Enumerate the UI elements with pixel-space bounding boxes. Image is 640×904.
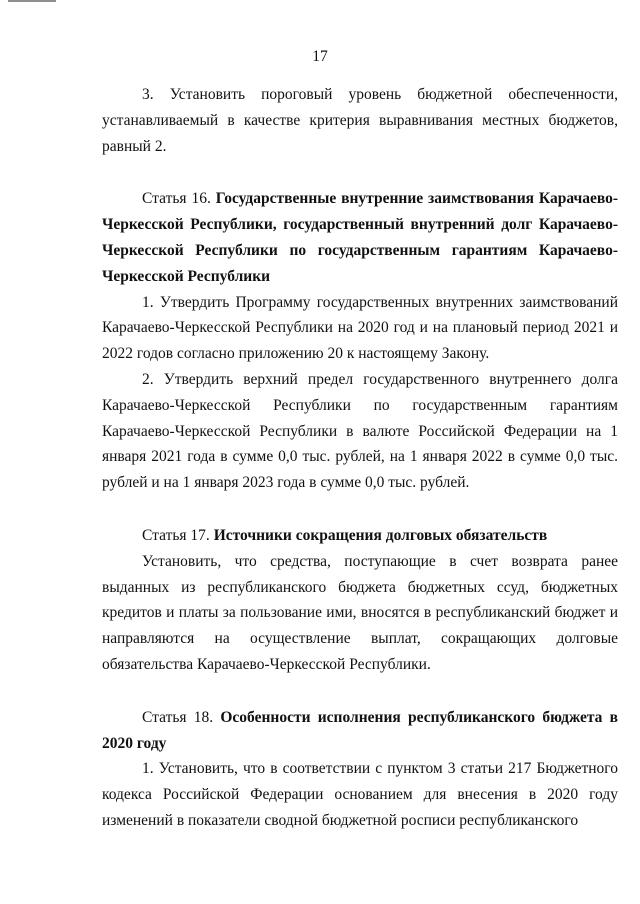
article-17-title: Источники сокращения долговых обязательств [213, 526, 548, 544]
article-16-paragraph-1: 1. Утвердить Программу государственных внутренних заимствований Карачаево-Черкесской Республики на 2020 год и на плановый период 2021 и 2022 годов согласно приложению 20 к настоящему Закону. [102, 293, 618, 363]
article-16-heading [102, 186, 618, 289]
article-18-label: Статья 18. [142, 708, 214, 726]
document-body [102, 82, 618, 834]
article-16-title: Государственные внутренние заимствования Карачаево-Черкесской Республики, государственный внутренний долг Карачаево-Черкесской Республики по государственным гарантиям Карачаево-Черкесской Республики [102, 190, 618, 285]
article-16-paragraph-2: 2. Утвердить верхний предел государственного внутреннего долга Карачаево-Черкесской Республики по государственным гарантиям Карачаево-Черкесской Республики в валюте Российской Федерации на 1 января 2021 года в сумме 0,0 тыс. рублей, на 1 января 2022 в сумме 0,0 тыс. рублей и на 1 января 2023 года в сумме 0,0 тыс. рублей. [102, 370, 618, 492]
paragraph-3: 3. Установить пороговый уровень бюджетной обеспеченности, устанавливаемый в качестве критерия выравнивания местных бюджетов, равный 2. [102, 86, 618, 155]
article-18-heading [102, 705, 618, 757]
article-17-paragraph-1: Установить, что средства, поступающие в счет возврата ранее выданных из республиканского бюджета бюджетных ссуд, бюджетных кредитов и платы за пользование ими, вносятся в республиканский бюджет и направляются на осуществление выплат, сокращающих долговые обязательства Карачаево-Черкесской Республики. [102, 552, 618, 673]
article-18-paragraph-1: 1. Установить, что в соответствии с пунктом 3 статьи 217 Бюджетного кодекса Российской Федерации основанием для внесения в 2020 году изменений в показатели сводной бюджетной росписи республиканского [102, 760, 618, 829]
article-17-label: Статья 17. [142, 526, 210, 544]
article-16-label: Статья 16. [142, 190, 211, 208]
article-18-title: Особенности исполнения республиканского бюджета в 2020 году [102, 708, 618, 752]
page-number: 17 [312, 48, 328, 65]
article-17-heading [102, 523, 618, 549]
scan-edge-mark [8, 0, 56, 5]
